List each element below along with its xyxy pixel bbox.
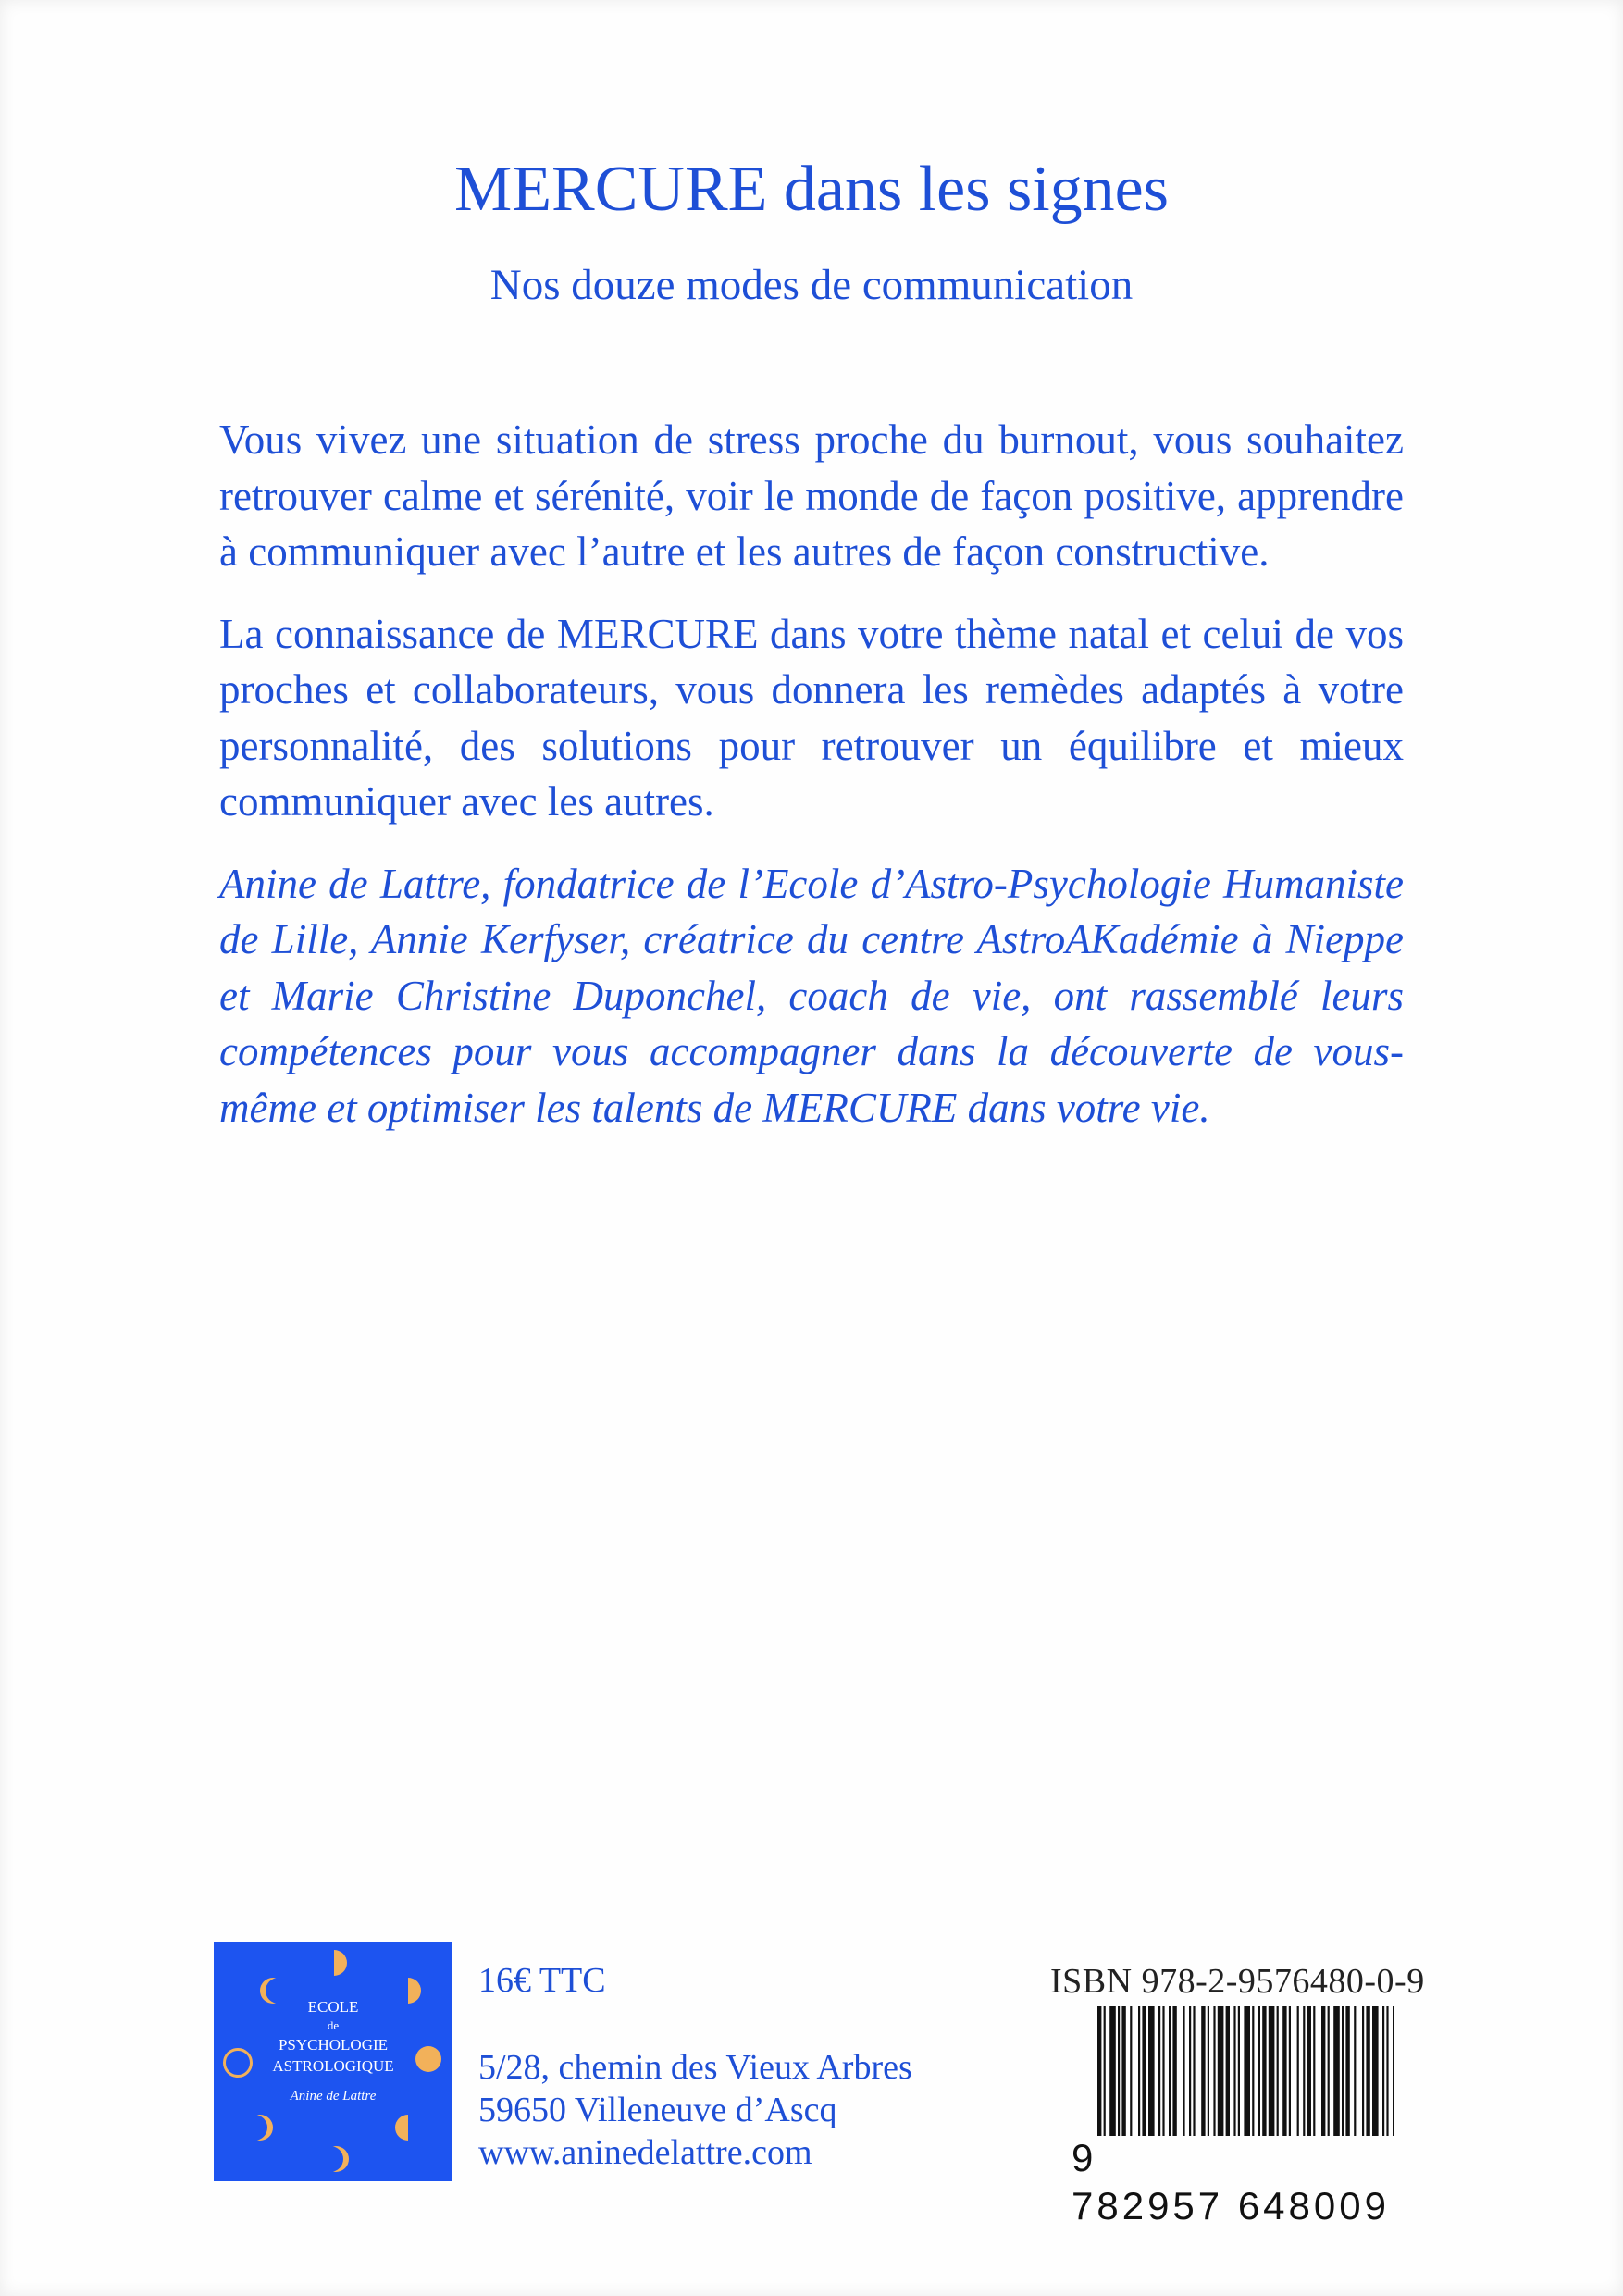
barcode-left-group: 782957 [1072,2184,1224,2228]
barcode-bar [1097,2006,1101,2136]
logo-line-astrologique: ASTROLOGIQUE [272,2057,394,2075]
barcode-bar [1366,2006,1369,2136]
barcode-bar [1208,2006,1209,2136]
barcode-bar [1307,2006,1311,2136]
barcode-bar [1386,2006,1388,2136]
barcode-bar [1313,2006,1315,2136]
moon-crescent-icon [242,2115,267,2141]
barcode-bar [1372,2006,1379,2136]
barcode-bar [1282,2006,1286,2136]
barcode-bar [1183,2006,1184,2136]
barcode-bar [1258,2006,1260,2136]
barcode-digits [1072,2134,1395,2230]
barcode-image [1097,2006,1394,2136]
barcode-bar [1382,2006,1384,2136]
barcode-bar [1233,2006,1235,2136]
barcode-bar [1252,2006,1254,2136]
blurb-paragraph-2: La connaissance de MERCURE dans votre thème natal et celui de vos proches et collaborateurs, vous donnera les remèdes adaptés à votre personnalité, des solutions pour retrouver un équilibre et mieux communiquer avec les autres. [219,610,1404,825]
address-line-1: 5/28, chemin des Vieux Arbres [478,2048,912,2087]
barcode-right-group: 648009 [1237,2184,1390,2228]
barcode-bar [1158,2006,1160,2136]
barcode-bar [1244,2006,1250,2136]
logo-line-ecole: ECOLE [307,1998,359,2016]
barcode-bar [1148,2006,1155,2136]
logo-line-author: Anine de Lattre [290,2089,377,2104]
barcode-bar [1189,2006,1191,2136]
blurb [219,412,1404,1161]
logo-line-de: de [327,2018,340,2032]
barcode-bar [1118,2006,1120,2136]
barcode-bar [1169,2006,1171,2136]
moon-crescent-icon [317,2146,343,2172]
barcode-bar [1269,2006,1275,2136]
moon-half-icon [395,2115,421,2141]
blurb-paragraph-1: Vous vivez une situation de stress proche du burnout, vous souhaitez retrouver calme et sérénité, voir le monde de façon positive, apprendre à communiquer avec l’autre et les autres de façon constructive. [219,416,1404,575]
barcode-bar [1342,2006,1344,2136]
price: 16€ TTC [478,1961,606,2000]
authors-paragraph: Anine de Lattre, fondatrice de l’Ecole d’Astro-Psychologie Humaniste de Lille, Annie Kerfyser, créatrice du centre AstroAKadémie à Nieppe et Marie Christine Duponchel, coach de vie, ont rassemblé leurs compétences pour vous accompagner dans la découverte de vous-même et optimiser les talents de MERCURE dans votre vie. [219,860,1404,1131]
barcode-bar [1162,2006,1164,2136]
barcode-bar [1362,2006,1364,2136]
barcode-bar [1104,2006,1106,2136]
barcode-bar [1109,2006,1116,2136]
barcode-bar [1354,2006,1356,2136]
barcode-bar [1238,2006,1240,2136]
barcode-first-digit: 9 [1072,2136,1097,2179]
barcode-bar [1393,2006,1394,2136]
logo-line-psychologie: PSYCHOLOGIE [278,2036,389,2054]
isbn-label: ISBN 978-2-9576480-0-9 [1050,1962,1425,2001]
barcode-bar [1277,2006,1279,2136]
barcode-bar [1297,2006,1299,2136]
book-title: MERCURE dans les signes [454,154,1169,225]
school-logo [214,1942,452,2181]
barcode-bar [1172,2006,1176,2136]
book-subtitle: Nos douze modes de communication [489,261,1134,309]
website-link[interactable]: www.aninedelattre.com [478,2133,812,2172]
barcode-bar [1321,2006,1325,2136]
barcode-bar [1303,2006,1305,2136]
barcode-bar [1218,2006,1224,2136]
barcode-bar [1328,2006,1330,2136]
barcode-bar [1333,2006,1340,2136]
barcode-bar [1121,2006,1125,2136]
barcode-bar [1213,2006,1215,2136]
barcode-bar [1262,2006,1266,2136]
barcode-bar [1142,2006,1146,2136]
barcode-bar [1289,2006,1291,2136]
barcode-bar [1193,2006,1195,2136]
barcode-bar [1345,2006,1349,2136]
barcode-bar [1226,2006,1230,2136]
address-line-2: 59650 Villeneuve d’Ascq [478,2091,837,2129]
moon-crescent-icon [321,1950,347,1976]
barcode-bar [1201,2006,1205,2136]
barcode-bar [1138,2006,1140,2136]
barcode-bar [1130,2006,1132,2136]
